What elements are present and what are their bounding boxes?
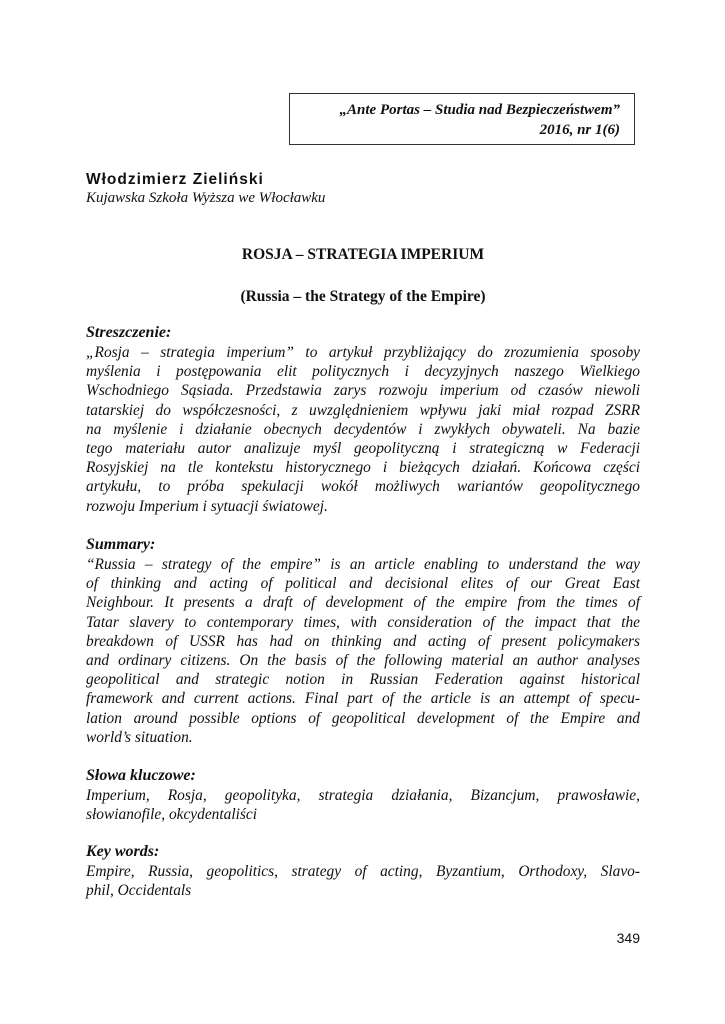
journal-issue: 2016, nr 1(6)	[539, 122, 620, 138]
keywords-pl-line: Imperium, Rosja, geopolityka, strategia działania, Bizancjum, prawosławie,	[86, 787, 640, 804]
abstract-pl-text	[86, 343, 640, 516]
abstract-pl-line: tatarskiej do współczesności, z uwzględnieniem wpływu jaki miał rozpad ZSRR	[86, 401, 640, 419]
abstract-pl-line: „Rosja – strategia imperium” to artykuł przybliżający do zrozumienia sposoby	[86, 344, 640, 361]
keywords-pl-text	[86, 786, 640, 824]
article-title-english: (Russia – the Strategy of the Empire)	[240, 288, 486, 305]
keywords-en-line: phil, Occidentals	[86, 882, 192, 900]
summary-en-line: world’s situation.	[86, 728, 193, 746]
abstract-pl-line: tego materiału autor analizuje myśl geopolityczną i strategiczną w Federacji	[86, 439, 640, 457]
abstract-pl-line: Rosyjskiej na tle kontekstu historycznego i bieżących działań. Końcowa części	[86, 459, 640, 477]
abstract-pl-line: rozwoju Imperium i sytuacji światowej.	[86, 497, 328, 515]
summary-en-line: of thinking and acting of political and decisional elites of our Great East	[86, 575, 640, 593]
abstract-pl-line: artykułu, to próba spekulacji wokół możliwych wariantów geopolitycznego	[86, 478, 640, 496]
summary-en-heading: Summary:	[86, 536, 156, 553]
summary-en-text	[86, 555, 640, 747]
journal-citation-box	[289, 93, 635, 145]
keywords-pl-line: słowianofile, okcydentaliści	[86, 806, 257, 824]
summary-en-line: geopolitical and strategic notion in Russian Federation against historical	[86, 671, 640, 689]
keywords-en-text	[86, 862, 640, 900]
summary-en-line: “Russia – strategy of the empire” is an article enabling to understand the way	[86, 556, 640, 573]
article-title-polish: ROSJA – STRATEGIA IMPERIUM	[241, 246, 485, 263]
summary-en-line: Neighbour. It presents a draft of development of the empire from the times of	[86, 594, 640, 612]
keywords-en-heading: Key words:	[86, 843, 160, 860]
keywords-en-line: Empire, Russia, geopolitics, strategy of acting, Byzantium, Orthodoxy, Slavo-	[86, 863, 640, 880]
journal-name: „Ante Portas – Studia nad Bezpieczeństwem”	[339, 102, 620, 118]
abstract-pl-heading: Streszczenie:	[86, 324, 172, 341]
summary-en-line: framework and current actions. Final part of the article is an attempt of specu-	[86, 690, 640, 708]
abstract-pl-line: na myślenie i działanie obecnych decydentów i zwykłych obywateli. Na bazie	[86, 420, 640, 438]
author-name: Włodzimierz Zieliński	[86, 171, 264, 188]
author-affiliation: Kujawska Szkoła Wyższa we Włocławku	[86, 190, 326, 206]
summary-en-line: and ordinary citizens. On the basis of the following material an author analyses	[86, 651, 640, 669]
summary-en-line: breakdown of USSR has had on thinking and acting of present policymakers	[86, 632, 640, 650]
page-number: 349	[616, 930, 640, 946]
keywords-pl-heading: Słowa kluczowe:	[86, 767, 196, 784]
abstract-pl-line: Wschodniego Sąsiada. Przedstawia zarys rozwoju imperium od czasów niewoli	[86, 382, 640, 400]
abstract-pl-line: myślenia i postępowania elit politycznych i decyzyjnych naszego Wielkiego	[86, 363, 640, 381]
summary-en-line: lation around possible options of geopolitical development of the Empire and	[86, 709, 640, 727]
summary-en-line: Tatar slavery to contemporary times, with consideration of the impact that the	[86, 613, 640, 631]
